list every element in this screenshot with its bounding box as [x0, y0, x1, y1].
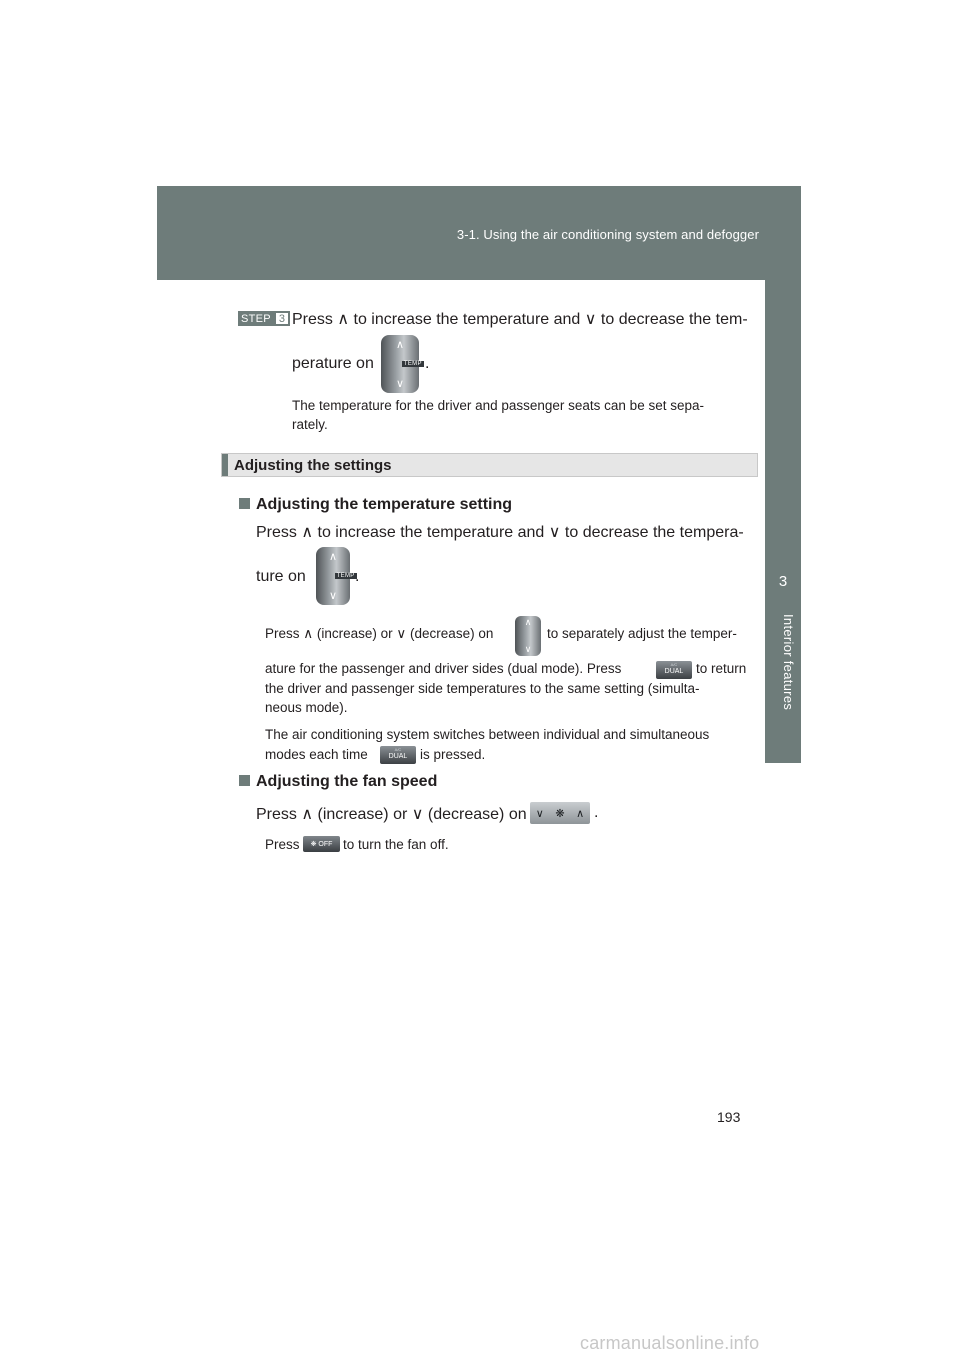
- temp-note3: the driver and passenger side temperatures to the same setting (simulta-: [265, 681, 700, 696]
- temp-switch-small-icon: [515, 616, 541, 656]
- dual-label: DUAL: [388, 753, 408, 760]
- page-number: 193: [717, 1109, 741, 1125]
- step-word: STEP: [241, 312, 271, 325]
- fan-heading: [239, 773, 437, 791]
- bullet-square-icon: [239, 775, 250, 786]
- step-number: 3: [275, 312, 289, 325]
- step-instruction-line1: Press ∧ to increase the temperature and ∨ to decrease the tem-: [292, 311, 748, 328]
- section-title: 3-1. Using the air conditioning system and defogger: [456, 227, 759, 242]
- fan-note-suffix: to turn the fan off.: [343, 837, 449, 852]
- dual-top-label: A/C: [394, 747, 402, 752]
- temp-label: TEMP: [336, 573, 355, 580]
- step-note-line2: rately.: [292, 417, 328, 432]
- section-heading-bar: [221, 453, 758, 477]
- chevron-up-icon: ∧: [524, 617, 532, 627]
- temperature-line1: Press ∧ to increase the temperature and ∨ to decrease the tempera-: [256, 524, 744, 541]
- fan-line-period: .: [594, 804, 599, 821]
- temp-switch-icon: [316, 547, 355, 605]
- temp-note5: The air conditioning system switches between individual and simultaneous: [265, 727, 710, 742]
- header-band: [157, 186, 801, 280]
- temp-note1-prefix: Press ∧ (increase) or ∨ (decrease) on: [265, 626, 494, 641]
- temperature-line2: ture on: [256, 568, 306, 585]
- temp-note4: neous mode).: [265, 700, 348, 715]
- temp-note2-prefix: ature for the passenger and driver sides (dual mode). Press: [265, 661, 622, 676]
- watermark: carmanualsonline.info: [580, 1333, 760, 1353]
- temp-note6-prefix: modes each time: [265, 747, 368, 762]
- dual-button-icon: [656, 661, 692, 679]
- fan-note-prefix: Press: [265, 837, 300, 852]
- section-title-adjusting: Adjusting the settings: [234, 457, 392, 474]
- fan-off-button-icon: [303, 836, 340, 852]
- step-note-line1: The temperature for the driver and passenger seats can be set sepa-: [292, 398, 704, 413]
- dual-button-icon: [380, 746, 416, 764]
- temp-note6-suffix: is pressed.: [420, 747, 486, 762]
- chevron-up-icon: ∧: [576, 807, 585, 820]
- dual-top-label: A/C: [670, 662, 678, 667]
- temp-note1-suffix: to separately adjust the temper-: [547, 626, 737, 641]
- chevron-down-icon: ∨: [535, 807, 544, 820]
- fan-line-prefix: Press ∧ (increase) or ∨ (decrease) on: [256, 806, 527, 823]
- temp-note2-suffix: to return: [696, 661, 747, 676]
- off-label: ❋ OFF: [310, 841, 333, 848]
- step-instruction-period: .: [425, 355, 430, 372]
- step-badge: [238, 311, 290, 326]
- chapter-label: Interior features: [781, 614, 796, 711]
- chevron-up-icon: ∧: [395, 339, 405, 351]
- temp-label: TEMP: [403, 361, 422, 368]
- chevron-down-icon: ∨: [395, 378, 405, 390]
- chevron-up-icon: ∧: [328, 551, 338, 563]
- temperature-heading-text: Adjusting the temperature setting: [256, 496, 513, 513]
- chapter-number: 3: [778, 573, 788, 590]
- bullet-square-icon: [239, 498, 250, 509]
- chevron-down-icon: ∨: [328, 590, 338, 602]
- fan-heading-text: Adjusting the fan speed: [256, 773, 438, 790]
- chevron-down-icon: ∨: [524, 644, 532, 654]
- temp-switch-icon: [381, 335, 422, 393]
- fan-icon: ❋: [555, 807, 565, 820]
- temperature-heading: [239, 496, 512, 514]
- fan-speed-switch-icon: [530, 802, 590, 824]
- dual-label: DUAL: [664, 668, 684, 675]
- section-accent: [222, 454, 228, 476]
- chapter-tab: [765, 280, 801, 763]
- temperature-line2-period: .: [355, 568, 360, 585]
- step-instruction-line2: perature on: [292, 355, 374, 372]
